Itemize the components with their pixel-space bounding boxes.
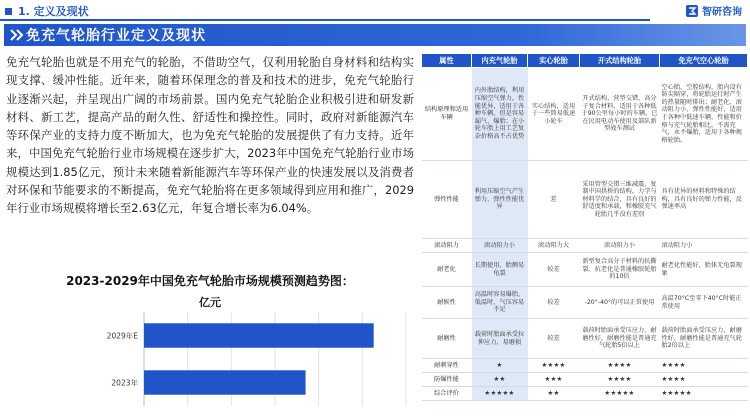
row-attr: 滚动阻力: [422, 239, 472, 253]
cell-inner-tube: ★★★★★: [472, 387, 528, 401]
brand-logo: [686, 3, 742, 18]
header-open-structure-tire: 开式结构轮胎: [580, 54, 660, 68]
cell-inner-tube: 载荷时胎面承受拉伸应力，易磨损: [472, 319, 528, 359]
section-title: 1. 定义及现状: [18, 5, 89, 18]
cell-airless-hollow: 具有优异的材料和特殊的结构，具有良好的弹力性能，反弹速率高: [660, 161, 748, 239]
cell-open-structure: ★★★★: [580, 359, 660, 373]
cell-inner-tube: 长期使用，胎侧易龟裂: [472, 253, 528, 287]
cell-solid: 较差: [528, 287, 580, 319]
cell-open-structure: 开式结构，营型交错，高分子复合材料，适用于各种低于90公里每小时的车辆，已在民用电动车使用及部队新型战车测试: [580, 68, 660, 161]
brand-name: 智研咨询: [702, 7, 742, 18]
table-row: [422, 319, 748, 359]
row-attr: 综合评价: [422, 387, 472, 401]
bar: [144, 323, 374, 347]
cell-open-structure: 采用管型交错三维减震，复制中国拱桥的结构，力学与材料学的结合，具有良好的舒适度和承载，和橡胶充气轮胎几乎没有差别: [580, 161, 660, 239]
cell-open-structure: 载荷时胎面承受压应力，耐磨性好，耐磨性能是普通充气轮胎5倍以上: [580, 319, 660, 359]
cell-airless-hollow: 空心胎，空腔结构，胎内设有防尖隔穿，将轮胎运行时产生的热量随时排出；耐老化、滚动阻力小、弹性性能好，适用于各种中低速车辆，性能和价格与充气轮胎相比，不需充气，永不爆胎，适用于各种规格轮胎。: [660, 68, 748, 161]
cell-open-structure: ★★★★★: [580, 387, 660, 401]
brand-mark-icon: [686, 5, 698, 17]
chevron-right-icon: [10, 24, 24, 46]
header-solid-tire: 实心轮胎: [528, 54, 580, 68]
cell-airless-hollow: 高温70°C至零下40°C时能正常使用: [660, 287, 748, 319]
cell-airless-hollow: ★★★★: [660, 373, 748, 387]
table-header-row: [422, 54, 748, 68]
cell-open-structure: 滚动阻力小: [580, 239, 660, 253]
chart-unit: 亿元: [199, 296, 221, 309]
bar: [144, 370, 306, 394]
table-row: [422, 373, 748, 387]
banner-title: 免充气轮胎行业定义及现状: [26, 28, 206, 44]
intro-paragraph: 免充气轮胎也就是不用充气的轮胎，不借助空气，仅利用轮胎自身材料和结构实现支撑、缓冲性能。近年来，随着环保理念的普及和技术的进步，免充气轮胎行业逐渐兴起，并呈现出广阔的市场前景。国内免充气轮胎企业积极引进和研发新材料、新工艺，提高产品的耐久性、舒适性和操控性。同时，政府对新能源汽车等环保产业的支持力度不断加大，也为免充气轮胎的发展提供了有力支持。近年来，中国免充气轮胎行业市场规模在逐步扩大，2023年中国免充气轮胎行业市场规模达到1.85亿元，预计未来随着新能源汽车等环保产业的快速发展以及消费者对环保和节能要求的不断提高，免充气轮胎将在更多领域得到应用和推广，2029年行业市场规模将增长至2.63亿元，年复合增长率为6.04%。: [6, 55, 414, 216]
cell-airless-hollow: 耐老化性能好，胎体无龟裂现象: [660, 253, 748, 287]
cell-solid: ★★★★: [528, 359, 580, 373]
section-banner: [4, 24, 746, 46]
header-divider: [0, 19, 650, 21]
header-airless-hollow-tire: 免充气空心轮胎: [660, 54, 748, 68]
row-attr: 弹性性能: [422, 161, 472, 239]
cell-open-structure: ★★★★: [580, 373, 660, 387]
cell-airless-hollow: 滚动阻力小: [660, 239, 748, 253]
cell-inner-tube: 内外胎结构，利用压缩空气弹力，性能优异，适用于各种车辆，但是容易漏气、爆胎；在小轮车胎上用工艺复杂价格高不占优势: [472, 68, 528, 161]
cell-solid: 实心结构，适用于一些简易低速小轮车: [528, 68, 580, 161]
cell-open-structure: 新型复合高分子材料的抗撕裂、抗老化是普通橡胶轮胎的10倍: [580, 253, 660, 287]
header-inner-tube-tire: 内充气轮胎: [472, 54, 528, 68]
row-attr: 结构原理和适用车辆: [422, 68, 472, 161]
cell-solid: 较差: [528, 253, 580, 287]
cell-inner-tube: 滚动阻力小: [472, 239, 528, 253]
table-row: [422, 161, 748, 239]
row-attr: 耐候性: [422, 287, 472, 319]
section-marker-icon: [5, 8, 12, 15]
cell-inner-tube: 高温时容易爆胎，低温时，气压容易不足: [472, 287, 528, 319]
table-row: [422, 239, 748, 253]
category-tick-label: 2029年E: [106, 331, 138, 341]
cell-inner-tube: 利用压缩空气产生弹力，弹性性能优异: [472, 161, 528, 239]
cell-inner-tube: ★★: [472, 373, 528, 387]
cell-inner-tube: ★: [472, 359, 528, 373]
cell-solid: ★★★: [528, 373, 580, 387]
row-attr: 耐刺穿性: [422, 359, 472, 373]
cell-solid: 较差: [528, 319, 580, 359]
cell-airless-hollow: ★★★★: [660, 359, 748, 373]
table-row: [422, 68, 748, 161]
cell-solid: ★★: [528, 387, 580, 401]
cell-airless-hollow: ★★★★★: [660, 387, 748, 401]
market-size-bar-chart: [6, 306, 414, 418]
tire-comparison-table: [421, 53, 748, 401]
category-tick-label: 2023年: [111, 378, 138, 388]
chart-title: 2023-2029年中国免充气轮胎市场规模预测趋势图：: [66, 274, 354, 288]
cell-solid: 滚动阻力大: [528, 239, 580, 253]
cell-solid: 差: [528, 161, 580, 239]
table-row: [422, 359, 748, 373]
cell-open-structure: -20°-40°的可以正常使用: [580, 287, 660, 319]
table-row: [422, 253, 748, 287]
row-attr: 防爆性能: [422, 373, 472, 387]
table-row: [422, 387, 748, 401]
table-row: [422, 287, 748, 319]
row-attr: 耐磨性: [422, 319, 472, 359]
row-attr: 耐老化: [422, 253, 472, 287]
header-attr: 属性: [422, 54, 472, 68]
cell-airless-hollow: 载荷时胎面承受压应力，耐磨性好，耐磨性能是普通充气轮胎2倍以上: [660, 319, 748, 359]
